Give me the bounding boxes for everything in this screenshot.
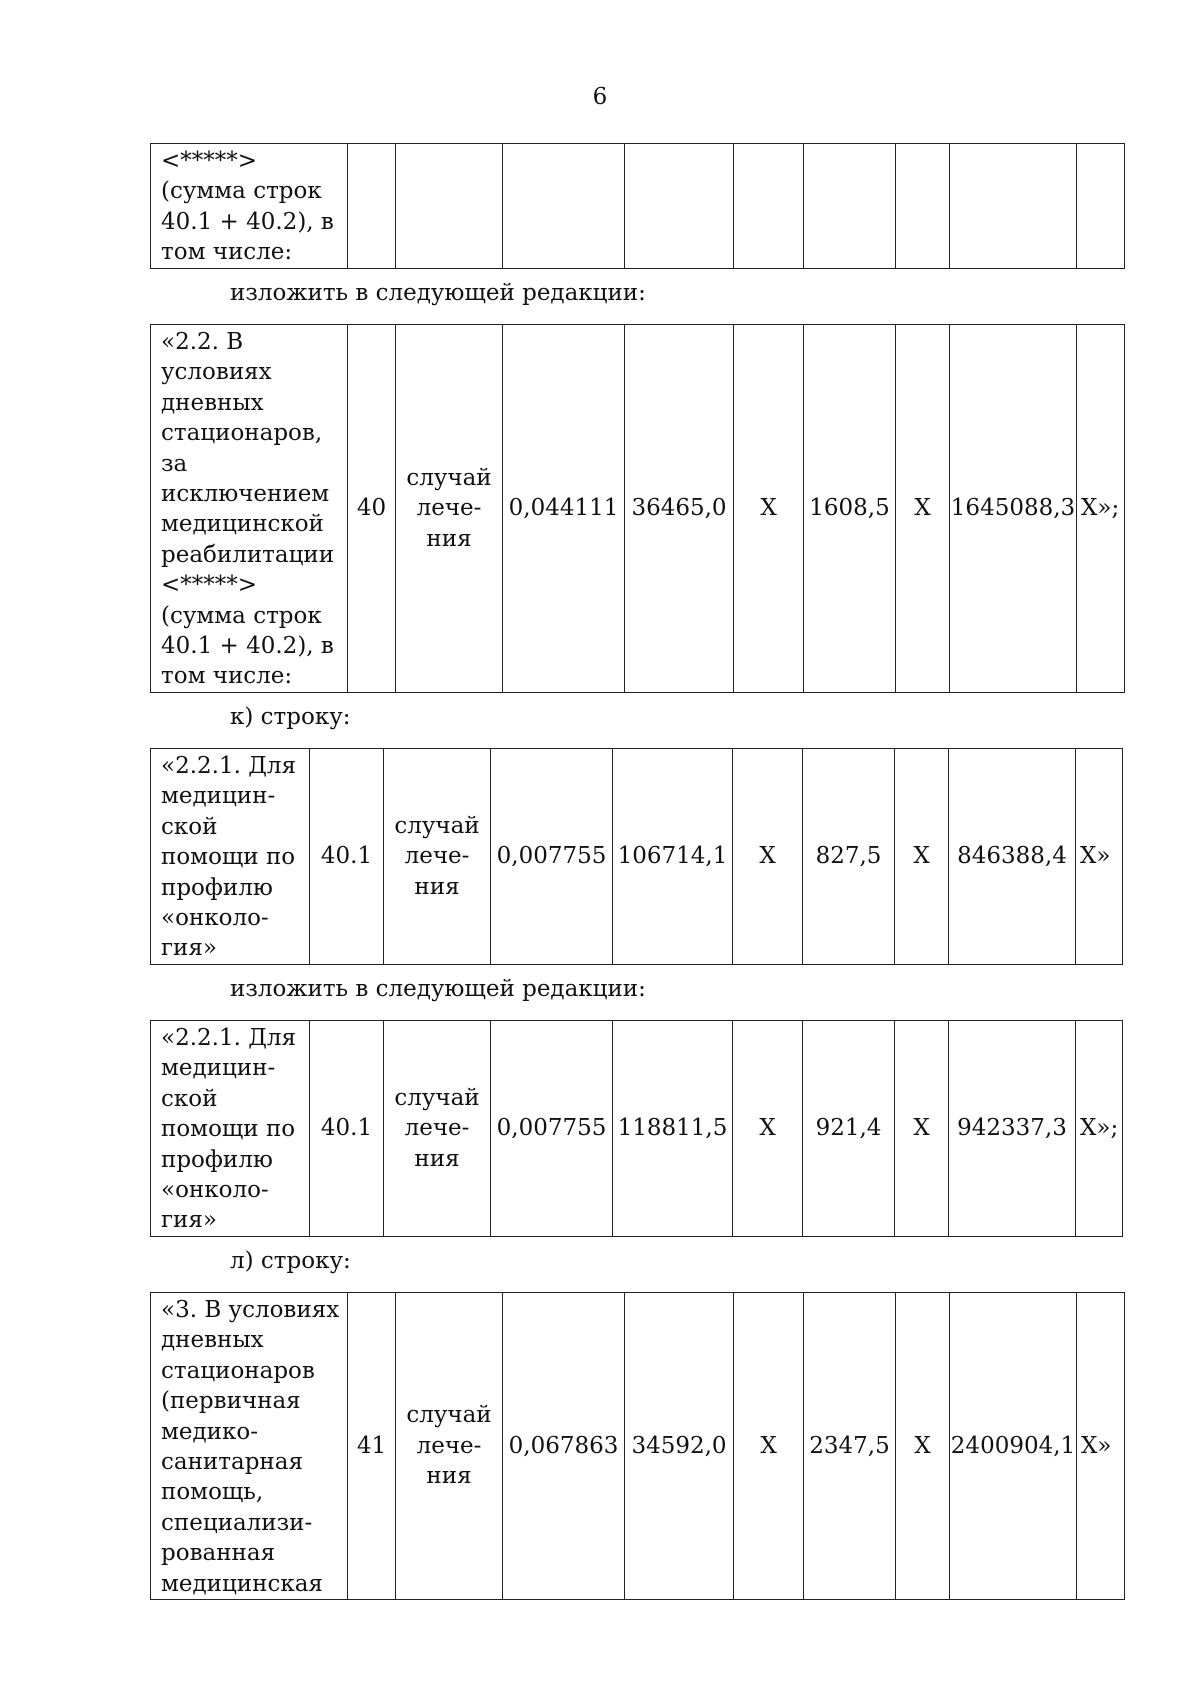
row-name-cell: <*****> (сумма строк 40.1 + 40.2), в том числе: [151, 144, 348, 269]
unit-cell: случай лече- ния [396, 325, 503, 693]
table-cell: 0,067863 [503, 1293, 625, 1600]
table-cell [396, 144, 503, 269]
table-cell: 36465,0 [625, 325, 734, 693]
table-cell: Х [734, 1293, 804, 1600]
table-cell [804, 144, 896, 269]
table-cell: Х»; [1076, 1021, 1123, 1237]
instruction-text: изложить в следующей редакции: [230, 280, 646, 306]
row-name-cell: «3. В условиях дневных стационаров (первичная медико- санитарная помощь, специализи- рованная медицинская [151, 1293, 348, 1600]
table-row-2-2 [150, 324, 1125, 693]
table-cell [950, 144, 1077, 269]
table-row-2-2-1-old [150, 748, 1123, 965]
table-row-2-2-1-new [150, 1020, 1123, 1237]
instruction-text: л) строку: [230, 1248, 351, 1274]
table-cell [734, 144, 804, 269]
table-cell: 921,4 [803, 1021, 895, 1237]
row-name-cell: «2.2. В условиях дневных стационаров, за исключением медицинской реабилитации <*****> (сумма строк 40.1 + 40.2), в том числе: [151, 325, 348, 693]
table-cell: Х [896, 325, 950, 693]
table-cell: 106714,1 [613, 749, 733, 965]
table-cell: 2400904,1 [950, 1293, 1077, 1600]
table-row-3 [150, 1292, 1125, 1600]
table-cell: 0,007755 [491, 749, 613, 965]
row-name-cell: «2.2.1. Для медицин- ской помощи по профилю «онколо- гия» [151, 749, 310, 965]
instruction-text: к) строку: [230, 704, 351, 730]
table-cell [503, 144, 625, 269]
row-number-cell: 40 [348, 325, 396, 693]
table-cell: Х» [1076, 749, 1123, 965]
instruction-text: изложить в следующей редакции: [230, 976, 646, 1002]
row-name-cell: «2.2.1. Для медицин- ской помощи по профилю «онколо- гия» [151, 1021, 310, 1237]
table-cell: 34592,0 [625, 1293, 734, 1600]
row-number-cell: 40.1 [310, 749, 384, 965]
table-cell: 942337,3 [949, 1021, 1076, 1237]
table-cell: Х [896, 1293, 950, 1600]
table-cell [1077, 144, 1125, 269]
table-row [151, 144, 1125, 269]
table-cell: Х»; [1077, 325, 1125, 693]
unit-cell: случай лече- ния [384, 1021, 491, 1237]
table-cell: Х [733, 1021, 803, 1237]
table-cell: Х [733, 749, 803, 965]
table-cell: 1645088,3 [950, 325, 1077, 693]
table-cell: 118811,5 [613, 1021, 733, 1237]
table-fragment-top [150, 143, 1125, 269]
unit-cell: случай лече- ния [396, 1293, 503, 1600]
table-cell: 1608,5 [804, 325, 896, 693]
table-cell [625, 144, 734, 269]
row-number-cell: 41 [348, 1293, 396, 1600]
row-number-cell: 40.1 [310, 1021, 384, 1237]
table-cell: Х» [1077, 1293, 1125, 1600]
table-cell: 0,044111 [503, 325, 625, 693]
table-cell [348, 144, 396, 269]
table-cell: 827,5 [803, 749, 895, 965]
table-cell: 2347,5 [804, 1293, 896, 1600]
table-cell: 846388,4 [949, 749, 1076, 965]
unit-cell: случай лече- ния [384, 749, 491, 965]
table-row [151, 1021, 1123, 1237]
table-cell: Х [895, 1021, 949, 1237]
table-cell: Х [895, 749, 949, 965]
table-cell: Х [734, 325, 804, 693]
page-number: 6 [592, 84, 608, 110]
table-cell: 0,007755 [491, 1021, 613, 1237]
table-cell [896, 144, 950, 269]
table-row [151, 1293, 1125, 1600]
table-row [151, 749, 1123, 965]
table-row [151, 325, 1125, 693]
